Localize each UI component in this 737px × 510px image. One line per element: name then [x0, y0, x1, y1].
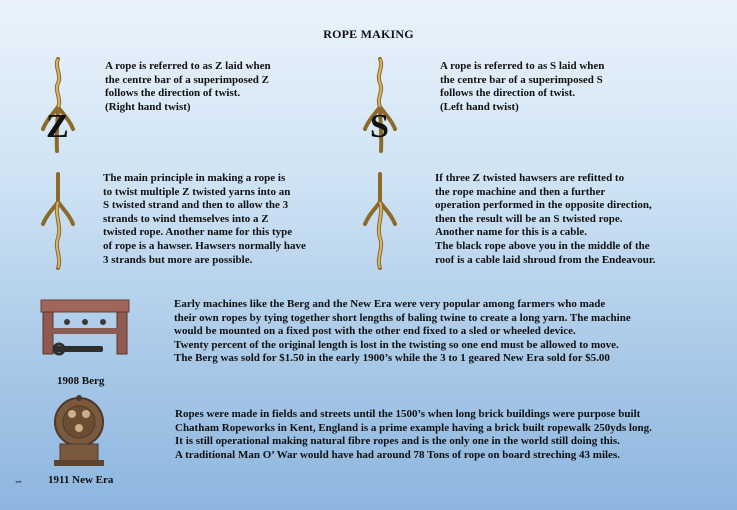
- hawser-rope-illustration: [40, 170, 76, 270]
- text-line: operation performed in the opposite direction,: [435, 199, 652, 212]
- text-line: of rope is a hawser. Hawsers normally have: [103, 239, 306, 252]
- text-line: their own ropes by tying together short lengths of baling twine to create a long yarn. The machine: [174, 311, 631, 324]
- new-era-caption: 1911 New Era: [48, 474, 114, 486]
- berg-machine-image: [37, 298, 133, 366]
- text-line: It is still operational making natural fibre ropes and is the only one in the world still doing this.: [175, 435, 620, 448]
- new-era-machine-image: [48, 392, 110, 468]
- text-line: Chatham Ropeworks in Kent, England is a prime example having a brick built ropewalk 250yds long.: [175, 421, 652, 434]
- text-line: follows the direction of twist.: [440, 87, 576, 100]
- text-line: would be mounted on a fixed post with the other end fixed to a sled or wheeled device.: [174, 325, 576, 338]
- text-line: (Left hand twist): [440, 100, 519, 113]
- z-letter: Z: [46, 108, 69, 145]
- machines-description: [174, 298, 631, 366]
- text-line: The black rope above you in the middle of the: [435, 239, 650, 252]
- page-title: ROPE MAKING: [323, 27, 414, 41]
- text-line: A traditional Man O’ War would have had around 78 Tons of rope on board streching 43 miles.: [175, 448, 620, 461]
- text-line: the centre bar of a superimposed Z: [105, 73, 269, 86]
- ropeworks-description: [175, 408, 652, 462]
- text-line: If three Z twisted hawsers are refitted to: [435, 172, 625, 184]
- text-line: the rope machine and then a further: [435, 185, 606, 198]
- hawser-description: [103, 172, 306, 267]
- text-line: then the result will be an S twisted rope.: [435, 212, 623, 225]
- text-line: (Right hand twist): [105, 100, 191, 113]
- text-line: strands to wind themselves into a Z: [103, 212, 269, 225]
- text-line: Early machines like the Berg and the New Era were very popular among farmers who made: [174, 298, 606, 310]
- text-line: The main principle in making a rope is: [103, 172, 286, 184]
- s-letter: S: [370, 108, 389, 145]
- text-line: S twisted strand and then to allow the 3: [103, 199, 289, 212]
- text-line: twisted rope. Another name for this type: [103, 226, 293, 239]
- text-line: the centre bar of a superimposed S: [440, 73, 603, 86]
- text-line: A rope is referred to as Z laid when: [105, 60, 271, 72]
- text-line: Another name for this is a cable.: [435, 226, 588, 239]
- cable-rope-illustration: [362, 170, 398, 270]
- cable-description: [435, 172, 656, 267]
- s-laid-description: [440, 60, 604, 114]
- text-line: to twist multiple Z twisted yarns into an: [103, 185, 291, 198]
- text-line: follows the direction of twist.: [105, 87, 241, 100]
- text-line: roof is a cable laid shroud from the Endeavour.: [435, 253, 656, 266]
- text-line: The Berg was sold for $1.50 in the early 1900’s while the 3 to 1 geared New Era sold for $5.00: [174, 352, 610, 365]
- text-line: Ropes were made in fields and streets until the 1500’s when long brick buildings were purpose built: [175, 408, 641, 420]
- z-laid-description: [105, 60, 271, 114]
- page-number: 1: [14, 480, 23, 484]
- text-line: A rope is referred to as S laid when: [440, 60, 605, 72]
- text-line: 3 strands but more are possible.: [103, 253, 253, 266]
- berg-caption: 1908 Berg: [57, 375, 105, 387]
- text-line: Twenty percent of the original length is lost in the twisting so one end must be allowed to move.: [174, 338, 619, 351]
